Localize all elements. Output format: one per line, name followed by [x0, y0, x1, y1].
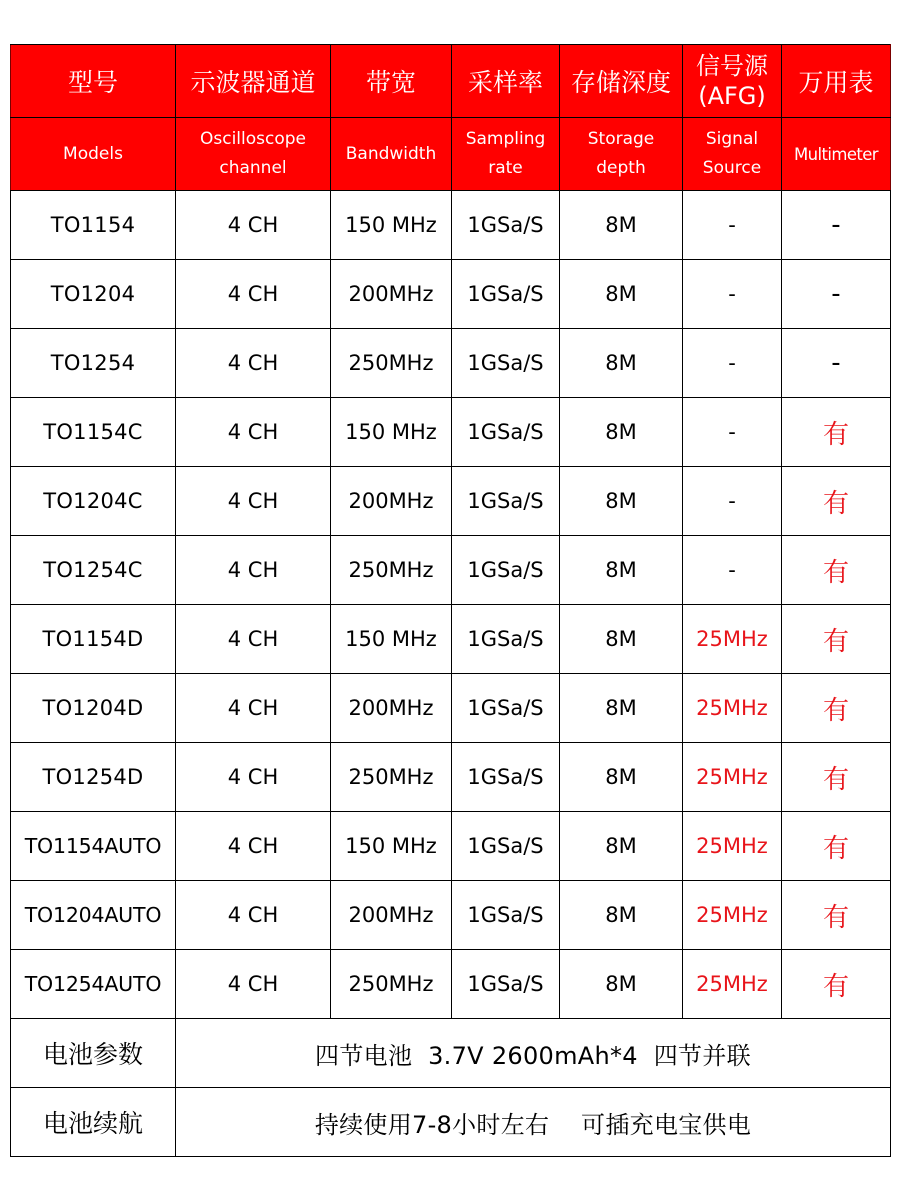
cell-storage-depth: 8M	[560, 881, 683, 950]
cell-storage-depth: 8M	[560, 191, 683, 260]
cell-signal-source: -	[683, 536, 782, 605]
table-row	[11, 260, 891, 329]
cell-channel: 4 CH	[176, 743, 331, 812]
cell-storage-depth: 8M	[560, 743, 683, 812]
cell-signal-source: 25MHz	[683, 881, 782, 950]
header-cn-channel: 示波器通道	[176, 45, 331, 118]
header-cn-afg-line1: 信号源	[696, 52, 768, 80]
cell-model: TO1154	[11, 191, 176, 260]
cell-channel: 4 CH	[176, 536, 331, 605]
cell-model: TO1254	[11, 329, 176, 398]
footer-row	[11, 1088, 891, 1157]
header-en-sampling-line2: rate	[488, 158, 523, 178]
cell-sampling-rate: 1GSa/S	[452, 605, 560, 674]
header-en-multimeter-line1: Multimeter	[794, 144, 878, 164]
cell-multimeter: 有	[782, 881, 891, 950]
cell-sampling-rate: 1GSa/S	[452, 191, 560, 260]
cell-storage-depth: 8M	[560, 950, 683, 1019]
cell-signal-source: 25MHz	[683, 743, 782, 812]
cell-bandwidth: 150 MHz	[331, 191, 452, 260]
cell-sampling-rate: 1GSa/S	[452, 881, 560, 950]
table-row	[11, 191, 891, 260]
cell-model: TO1204D	[11, 674, 176, 743]
footer-value: 四节电池 3.7V 2600mAh*4 四节并联	[176, 1019, 891, 1088]
cell-bandwidth: 200MHz	[331, 260, 452, 329]
header-cn-model: 型号	[11, 45, 176, 118]
header-en-bandwidth-line1: Bandwidth	[345, 143, 437, 164]
header-cn-bandwidth: 带宽	[331, 45, 452, 118]
header-en-sampling-line1: Sampling	[465, 129, 546, 149]
cell-bandwidth: 250MHz	[331, 743, 452, 812]
cell-bandwidth: 200MHz	[331, 881, 452, 950]
cell-channel: 4 CH	[176, 260, 331, 329]
cell-model: TO1154AUTO	[11, 812, 176, 881]
table-row	[11, 674, 891, 743]
cell-signal-source: 25MHz	[683, 950, 782, 1019]
header-row-chinese	[11, 45, 891, 118]
header-en-channel-line2: channel	[219, 158, 287, 178]
cell-model: TO1204C	[11, 467, 176, 536]
footer-label: 电池续航	[11, 1088, 176, 1157]
cell-multimeter: -	[782, 329, 891, 398]
header-en-model	[11, 118, 176, 191]
cell-multimeter: 有	[782, 743, 891, 812]
cell-multimeter: 有	[782, 674, 891, 743]
header-en-afg-line1: Signal	[705, 129, 759, 149]
cell-sampling-rate: 1GSa/S	[452, 950, 560, 1019]
header-en-sampling	[452, 118, 560, 191]
cell-bandwidth: 250MHz	[331, 536, 452, 605]
cell-channel: 4 CH	[176, 191, 331, 260]
cell-model: TO1154D	[11, 605, 176, 674]
cell-channel: 4 CH	[176, 605, 331, 674]
table-row	[11, 536, 891, 605]
cell-bandwidth: 250MHz	[331, 329, 452, 398]
cell-bandwidth: 200MHz	[331, 467, 452, 536]
cell-model: TO1254D	[11, 743, 176, 812]
table-row	[11, 881, 891, 950]
header-en-model-line1: Models	[63, 143, 123, 164]
cell-sampling-rate: 1GSa/S	[452, 329, 560, 398]
cell-multimeter: 有	[782, 950, 891, 1019]
cell-signal-source: -	[683, 260, 782, 329]
cell-sampling-rate: 1GSa/S	[452, 398, 560, 467]
cell-channel: 4 CH	[176, 398, 331, 467]
table-row	[11, 605, 891, 674]
footer-value: 持续使用7-8小时左右 可插充电宝供电	[176, 1088, 891, 1157]
header-en-afg	[683, 118, 782, 191]
table-row	[11, 329, 891, 398]
header-en-afg-line2: Source	[702, 158, 762, 178]
cell-storage-depth: 8M	[560, 398, 683, 467]
header-cn-depth: 存储深度	[560, 45, 683, 118]
table-row	[11, 467, 891, 536]
cell-storage-depth: 8M	[560, 605, 683, 674]
cell-storage-depth: 8M	[560, 812, 683, 881]
footer-row	[11, 1019, 891, 1088]
cell-bandwidth: 250MHz	[331, 950, 452, 1019]
table-row	[11, 743, 891, 812]
cell-channel: 4 CH	[176, 674, 331, 743]
cell-model: TO1154C	[11, 398, 176, 467]
cell-channel: 4 CH	[176, 950, 331, 1019]
cell-storage-depth: 8M	[560, 674, 683, 743]
header-en-bandwidth	[331, 118, 452, 191]
header-en-depth-line1: Storage	[587, 129, 655, 149]
cell-sampling-rate: 1GSa/S	[452, 812, 560, 881]
spec-table	[10, 44, 891, 1157]
cell-sampling-rate: 1GSa/S	[452, 743, 560, 812]
footer-label: 电池参数	[11, 1019, 176, 1088]
cell-bandwidth: 150 MHz	[331, 398, 452, 467]
cell-channel: 4 CH	[176, 812, 331, 881]
cell-signal-source: -	[683, 329, 782, 398]
cell-multimeter: 有	[782, 467, 891, 536]
header-en-channel-line1: Oscilloscope	[199, 129, 306, 149]
cell-bandwidth: 200MHz	[331, 674, 452, 743]
cell-channel: 4 CH	[176, 467, 331, 536]
cell-multimeter: 有	[782, 605, 891, 674]
header-en-depth-line2: depth	[596, 158, 646, 178]
cell-multimeter: -	[782, 260, 891, 329]
header-en-depth	[560, 118, 683, 191]
cell-signal-source: 25MHz	[683, 812, 782, 881]
cell-multimeter: 有	[782, 398, 891, 467]
cell-storage-depth: 8M	[560, 329, 683, 398]
cell-model: TO1254C	[11, 536, 176, 605]
cell-sampling-rate: 1GSa/S	[452, 674, 560, 743]
cell-sampling-rate: 1GSa/S	[452, 467, 560, 536]
header-cn-sampling: 采样率	[452, 45, 560, 118]
header-row-english	[11, 118, 891, 191]
table-row	[11, 398, 891, 467]
cell-signal-source: -	[683, 467, 782, 536]
cell-signal-source: 25MHz	[683, 674, 782, 743]
header-cn-multimeter: 万用表	[782, 45, 891, 118]
cell-storage-depth: 8M	[560, 467, 683, 536]
cell-multimeter: -	[782, 191, 891, 260]
header-en-multimeter	[782, 118, 891, 191]
cell-storage-depth: 8M	[560, 260, 683, 329]
cell-channel: 4 CH	[176, 329, 331, 398]
cell-sampling-rate: 1GSa/S	[452, 536, 560, 605]
cell-signal-source: -	[683, 398, 782, 467]
cell-model: TO1204	[11, 260, 176, 329]
header-cn-afg	[683, 45, 782, 118]
cell-multimeter: 有	[782, 536, 891, 605]
cell-sampling-rate: 1GSa/S	[452, 260, 560, 329]
header-cn-afg-line2: (AFG)	[698, 82, 766, 110]
cell-signal-source: 25MHz	[683, 605, 782, 674]
cell-bandwidth: 150 MHz	[331, 605, 452, 674]
cell-storage-depth: 8M	[560, 536, 683, 605]
header-en-channel	[176, 118, 331, 191]
cell-multimeter: 有	[782, 812, 891, 881]
table-row	[11, 950, 891, 1019]
cell-bandwidth: 150 MHz	[331, 812, 452, 881]
table-row	[11, 812, 891, 881]
cell-model: TO1204AUTO	[11, 881, 176, 950]
cell-channel: 4 CH	[176, 881, 331, 950]
cell-model: TO1254AUTO	[11, 950, 176, 1019]
cell-signal-source: -	[683, 191, 782, 260]
